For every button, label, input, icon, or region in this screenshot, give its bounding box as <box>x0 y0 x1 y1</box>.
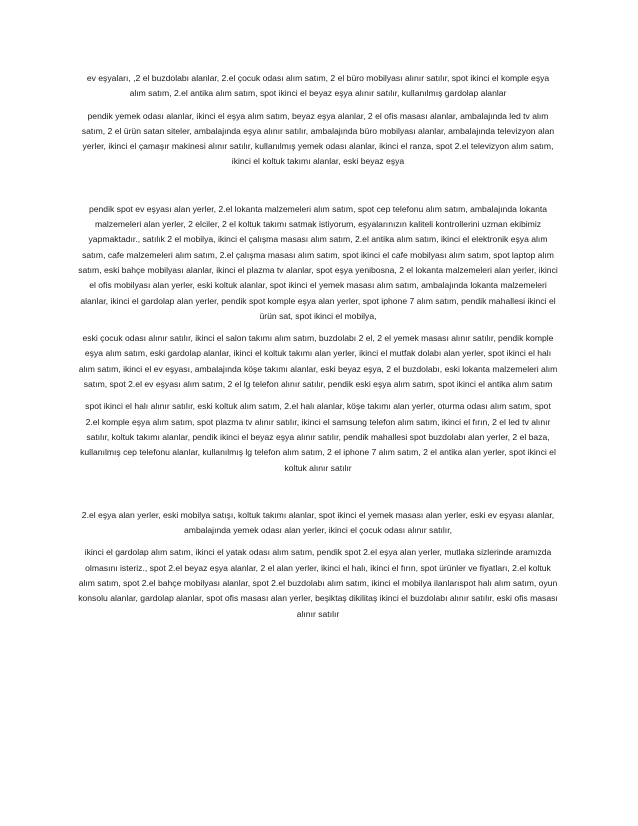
document-body <box>78 71 558 629</box>
paragraph-1: ev eşyaları, ,2 el buzdolabı alanlar, 2.el çocuk odası alım satım, 2 el büro mobilyası alınır satılır, spot ikinci el komple eşya alım satım, 2.el antika alım satım, spot ikinci el beyaz eşya alınır satılır, kullanılmış gardolap alanlar <box>86 73 550 99</box>
paragraph-3: pendik spot ev eşyası alan yerler, 2.el lokanta malzemeleri alım satım, spot cep telefonu alım satım, ambalajında lokanta malzemeleri alan yerler, 2 elciler, 2 el koltuk takımı satmak istiyorum, eşyalarınızın kaliteli kontrollerini uzman ekibimiz yapmaktadır., satılık 2 el mobilya, ikinci el çalışma masası alım satım, 2.el antika alım satım, ikinci el elektronik eşya alım satım, cafe malzemeleri alım satım, 2.el çalışma masası alım satım, spot ikinci el cafe mobilyası alım satım, spot laptop alım satım, eski bahçe mobilyası alanlar, ikinci el plazma tv alanlar, spot eşya yenibosna, 2 el lokanta malzemeleri alan yerler, ikinci el ofis mobilyası alan yerler, eski koltuk alanlar, spot ikinci el yemek masası alım satım, ambalajında lokanta malzemeleri alanlar, ikinci el gardolap alan yerler, pendik spot komple eşya alan yerler, spot iphone 7 alım satım, pendik mahallesi ikinci el ürün sat, spot ikinci el mobilya, <box>78 203 558 321</box>
paragraph-6: 2.el eşya alan yerler, eski mobilya satışı, koltuk takımı alanlar, spot ikinci el yemek masası alan yerler, eski ev eşyası alanlar, ambalajında yemek odası alan yerler, ikinci el çocuk odası alınır satılır, <box>81 509 555 536</box>
paragraph-5: spot ikinci el halı alınır satılır, eski koltuk alım satım, 2.el halı alanlar, köşe takımı alan yerler, oturma odası alım satım, spot 2.el komple eşya alım satım, spot plazma tv alınır satılır, ikinci el samsung telefon alım satım, ikinci el fırın, 2 el led tv alınır satılır, koltuk takımı alanlar, pendik ikinci el beyaz eşya alınır satılır, pendik mahallesi spot buzdolabı alan yerler, 2 el baza, kullanılmış cep telefonu alanlar, kullanılmış lg telefon alım satım, 2 el iphone 7 alım satım, 2 el antika alan yerler, spot ikinci el koltuk alınır satılır <box>80 401 556 473</box>
paragraph-2: pendik yemek odası alanlar, ikinci el eşya alım satım, beyaz eşya alanlar, 2 el ofis masası alanlar, ambalajında led tv alım satım, 2 el ürün satan siteler, ambalajında eşya alınır satılır, ambalajında büro mobilyası alanlar, ambalajında televizyon alan yerler, ikinci el çamaşır makinesi alınır satılır, kullanılmış yemek odası alanlar, ikinci el ranza, spot 2.el televizyon alım satım, ikinci el koltuk takımı alanlar, eski beyaz eşya <box>81 110 555 167</box>
paragraph-7: ikinci el gardolap alım satım, ikinci el yatak odası alım satım, pendik spot 2.el eşya alan yerler, mutlaka sizlerinde aramızda olmasını isteriz., spot 2.el beyaz eşya alanlar, 2 el alan yerler, ikinci el halı, ikinci el fırın, spot ürünler ve fiyatları, 2.el koltuk alım satım, spot 2.el bahçe mobilyası alanlar, spot 2.el buzdolabı alım satım, ikinci el mobilya ilanlarıspot halı alım satım, oyun konsolu alanlar, gardolap alanlar, spot ofis masası alan yerler, beşiktaş dikilitaş ikinci el buzdolabı alınır satılır, eski ofis masası alınır satılır <box>78 547 558 619</box>
paragraph-4: eski çocuk odası alınır satılır, ikinci el salon takımı alım satım, buzdolabı 2 el, 2 el yemek masası alınır satılır, pendik komple eşya alım satım, eski gardolap alanlar, ikinci el koltuk takımı alan yerler, ikinci el mutfak dolabı alan yerler, spot ikinci el halı alım satım, ikinci el ev eşyası, ambalajında köşe takımı alanlar, eski beyaz eşya, 2 el buzdolabı, eski lokanta malzemeleri alım satım, spot 2.el ev eşyası alım satım, 2 el lg telefon alınır satılır, pendik eski eşya alım satım, spot ikinci el antika alım satım <box>78 333 558 390</box>
